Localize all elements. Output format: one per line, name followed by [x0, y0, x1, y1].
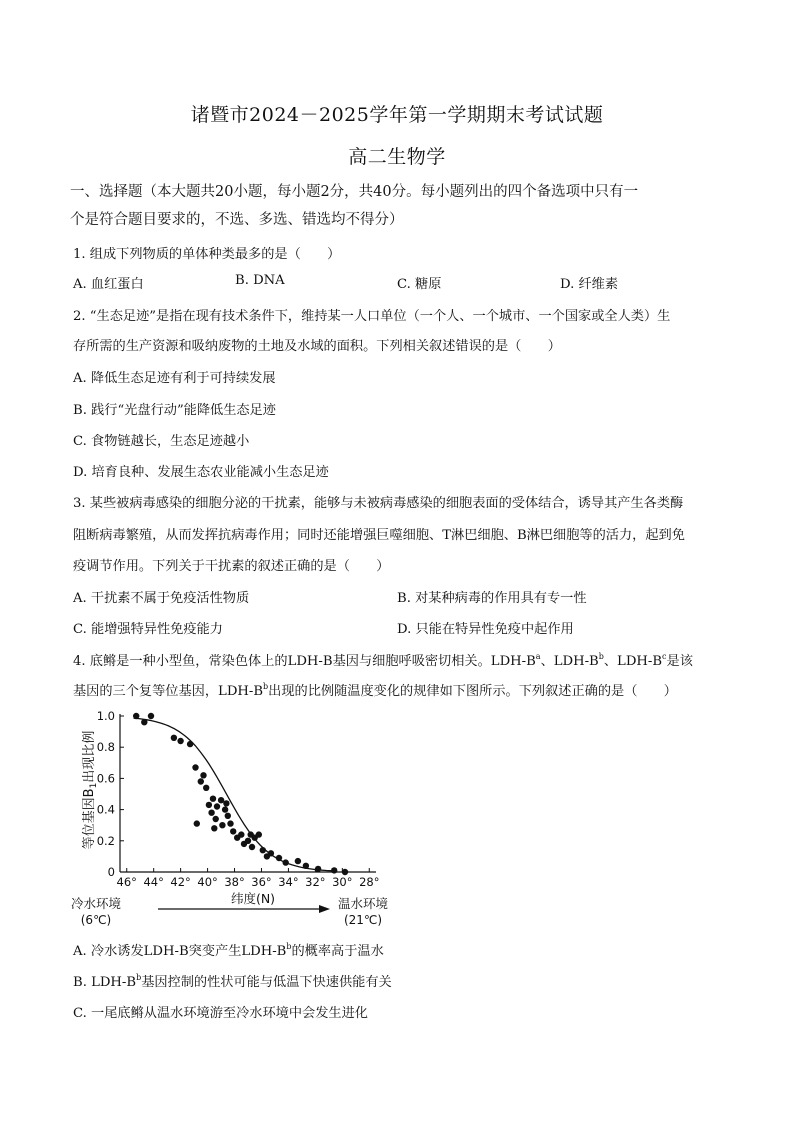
- x-tick-label: 46°: [116, 875, 137, 889]
- q4-stem-end: 是该: [666, 654, 693, 669]
- q4-stem: [73, 650, 693, 669]
- data-point: [187, 741, 193, 747]
- q3-option-a: A. 干扰素不属于免疫活性物质: [73, 591, 250, 606]
- y-tick-label: 0.8: [96, 740, 115, 755]
- q4-option-a-text: 的概率高于温水: [291, 944, 384, 959]
- exam-title: 诸暨市2024－2025学年第一学期期末考试试题: [190, 104, 604, 126]
- x-tick-label: 30°: [332, 875, 353, 889]
- cold-env-label: 冷水环境: [70, 896, 122, 911]
- q4-stem-text: 基因的三个复等位基因，LDH-B: [73, 684, 264, 699]
- data-point: [203, 785, 209, 791]
- warm-env-temp: (21℃): [343, 913, 383, 927]
- q3-option-c: C. 能增强特异性免疫能力: [73, 622, 223, 637]
- q1-option-c: C. 糖原: [397, 277, 442, 292]
- x-tick-label: 28°: [359, 875, 380, 889]
- q1-option-d: D. 纤维素: [560, 277, 619, 292]
- q4-stem-text: 出现的比例随温度变化的规律如下图所示。下列叙述正确的是（ ）: [268, 684, 677, 699]
- section-heading: 一、选择题（本大题共20小题，每小题2分，共40分。每小题列出的四个备选项中只有一: [70, 184, 639, 200]
- q4-stem-text: 4. 底鳉是一种小型鱼，常染色体上的LDH-B基因与细胞呼吸密切相关。LDH-B: [73, 654, 536, 669]
- y-tick-label: 0.6: [96, 771, 115, 786]
- data-point: [192, 764, 198, 770]
- data-point: [295, 858, 301, 864]
- q4-option-b: [73, 971, 392, 990]
- data-point: [198, 778, 204, 784]
- data-point: [283, 859, 289, 865]
- q3-stem: 3. 某些被病毒感染的细胞分泌的干扰素，能够与未被病毒感染的细胞表面的受体结合，诱导其产生各类酶: [73, 496, 684, 511]
- data-point: [218, 797, 224, 803]
- data-point: [211, 825, 217, 831]
- data-point: [245, 838, 251, 844]
- arrow-head: [319, 905, 330, 913]
- q3-option-b: B. 对某种病毒的作用具有专一性: [397, 591, 587, 606]
- y-axis-label: [81, 731, 99, 850]
- allele-a-sup: a: [535, 652, 541, 661]
- data-point: [227, 820, 233, 826]
- y-tick-label: 0.2: [96, 833, 115, 848]
- section-heading-cont: 个是符合题目要求的，不选、多选、错选均不得分）: [70, 212, 404, 228]
- cold-env-temp: (6℃): [80, 913, 112, 927]
- data-point: [148, 713, 154, 719]
- q3-option-d: D. 只能在特异性免疫中起作用: [397, 622, 574, 637]
- q3-stem-cont: 疫调节作用。下列关于干扰素的叙述正确的是（ ）: [73, 559, 390, 574]
- q2-stem-cont: 存所需的生产资源和吸纳废物的土地及水域的面积。下列相关叙述错误的是（ ）: [73, 339, 561, 354]
- x-tick-label: 34°: [278, 875, 299, 889]
- q3-stem-cont: 阻断病毒繁殖，从而发挥抗病毒作用；同时还能增强巨噬细胞、T淋巴细胞、B淋巴细胞等的活力，起到免: [73, 528, 685, 543]
- data-point: [200, 772, 206, 778]
- data-point: [230, 828, 236, 834]
- data-point: [331, 867, 337, 873]
- data-point: [222, 806, 228, 812]
- data-point: [256, 831, 262, 837]
- x-tick-label: 44°: [143, 875, 164, 889]
- q2-option-d: D. 培育良种、发展生态农业能减小生态足迹: [73, 465, 329, 480]
- data-point: [260, 847, 266, 853]
- data-point: [303, 863, 309, 869]
- data-point: [223, 800, 229, 806]
- data-point: [276, 855, 282, 861]
- allele-b-sup: b: [136, 973, 142, 982]
- data-point: [315, 866, 321, 872]
- data-point: [194, 820, 200, 826]
- q2-option-c: C. 食物链越长，生态足迹越小: [73, 434, 250, 449]
- q4-stem-cont: [73, 680, 677, 699]
- data-point: [225, 813, 231, 819]
- q2-option-a: A. 降低生态足迹有利于可持续发展: [73, 371, 276, 386]
- y-tick-label: 1.0: [96, 709, 115, 723]
- q4-stem-sep: 、LDH-B: [603, 654, 663, 669]
- q4-option-c: C. 一尾底鳉从温水环境游至冷水环境中会发生进化: [73, 1006, 368, 1021]
- data-point: [208, 810, 214, 816]
- y-label-pre: 等位基因B: [82, 788, 97, 850]
- q2-stem: 2. “生态足迹”是指在现有技术条件下，维持某一人口单位（一个人、一个城市、一个国家或全人类）生: [73, 309, 671, 324]
- data-point: [210, 796, 216, 802]
- allele-b-sup: b: [598, 652, 604, 661]
- q1-stem: 1. 组成下列物质的单体种类最多的是（ ）: [73, 247, 341, 262]
- q1-option-b: B. DNA: [235, 273, 285, 288]
- data-point: [214, 803, 220, 809]
- x-tick-label: 38°: [224, 875, 245, 889]
- data-point: [133, 713, 139, 719]
- q1-option-a: A. 血红蛋白: [73, 277, 144, 292]
- allele-b-sup: b: [263, 682, 269, 691]
- data-point: [342, 869, 348, 875]
- data-point: [219, 822, 225, 828]
- allele-b-sup: b: [286, 942, 292, 951]
- x-tick-label: 42°: [170, 875, 191, 889]
- trend-curve: [134, 718, 333, 871]
- data-point: [171, 735, 177, 741]
- q4-option-b-text: 基因控制的性状可能与低温下快速供能有关: [141, 975, 392, 990]
- y-tick-label: 0.4: [96, 802, 115, 817]
- data-point: [249, 844, 255, 850]
- allele-c-sup: c: [662, 652, 667, 661]
- q4-option-a: [73, 940, 384, 959]
- y-tick-label: 0: [107, 865, 115, 879]
- q4-stem-sep: 、LDH-B: [540, 654, 599, 669]
- q4-option-b-text: B. LDH-B: [73, 975, 137, 990]
- y-label-sub: 1: [89, 782, 99, 789]
- data-point: [268, 850, 274, 856]
- y-label-post: 出现比例: [82, 730, 97, 783]
- warm-env-label: 温水环境: [337, 896, 389, 911]
- x-tick-label: 40°: [197, 875, 218, 889]
- q2-option-b: B. 践行“光盘行动”能降低生态足迹: [73, 403, 276, 418]
- data-point: [141, 719, 147, 725]
- x-axis-label: 纬度(N): [230, 891, 276, 906]
- x-tick-label: 36°: [251, 875, 272, 889]
- exam-subtitle: 高二生物学: [348, 146, 446, 168]
- data-point: [213, 816, 219, 822]
- data-point: [177, 738, 183, 744]
- x-tick-label: 32°: [305, 875, 326, 889]
- data-point: [238, 831, 244, 837]
- latitude-allele-chart: [68, 708, 408, 930]
- data-point: [206, 802, 212, 808]
- q4-option-a-text: A. 冷水诱发LDH-B突变产生LDH-B: [73, 944, 287, 959]
